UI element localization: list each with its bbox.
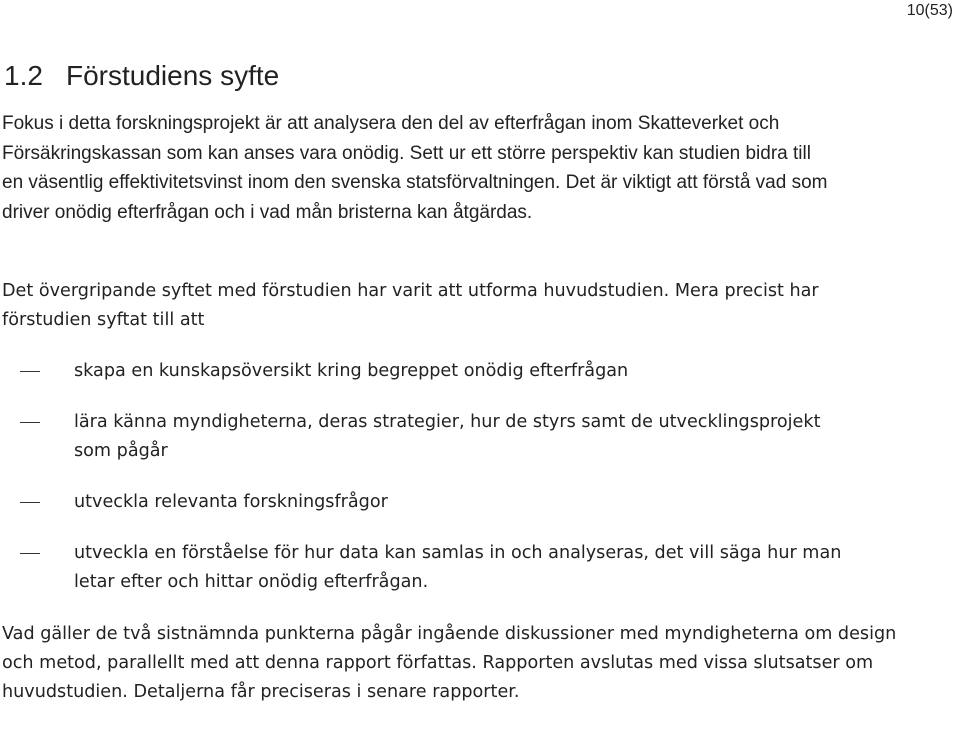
purpose-paragraph: Det övergripande syftet med förstudien har varit att utforma huvudstudien. Mera precist har förstudien syftat till att: [2, 281, 819, 330]
section-title: Förstudiens syfte: [66, 60, 280, 91]
page-number: 10(53): [906, 2, 953, 19]
dash-bullet-icon: [20, 553, 40, 554]
list-item-text: lära känna myndigheterna, deras strategier, hur de styrs samt de utvecklingsprojekt som pågår: [74, 412, 821, 461]
intro-paragraph: Fokus i detta forskningsprojekt är att analysera den del av efterfrågan inom Skatteverket och Försäkringskassan som kan anses vara onödig. Sett ur ett större perspektiv kan studien bidra till en väsentlig effektivitetsvinst inom den svenska statsförvaltningen. Det är viktigt att förstå vad som driver onödig efterfrågan och i vad mån bristerna kan åtgärdas.: [2, 113, 828, 223]
closing-paragraph: Vad gäller de två sistnämnda punkterna pågår ingående diskussioner med myndigheterna om design och metod, parallellt med att denna rapport författas. Rapporten avslutas med vissa slutsatser om huvudstudien. Detaljerna får preciseras i senare rapporter.: [2, 624, 897, 702]
section-heading: [4, 58, 279, 94]
dash-bullet-icon: [20, 371, 40, 372]
dash-bullet-icon: [20, 502, 40, 503]
dash-bullet-icon: [20, 422, 40, 423]
list-item-text: utveckla relevanta forskningsfrågor: [74, 492, 388, 512]
list-item-text: utveckla en förståelse för hur data kan samlas in och analyseras, det vill säga hur man letar efter och hittar onödig efterfrågan.: [74, 543, 842, 592]
section-number: 1.2: [4, 60, 43, 91]
list-item-text: skapa en kunskapsöversikt kring begreppet onödig efterfrågan: [74, 361, 629, 381]
